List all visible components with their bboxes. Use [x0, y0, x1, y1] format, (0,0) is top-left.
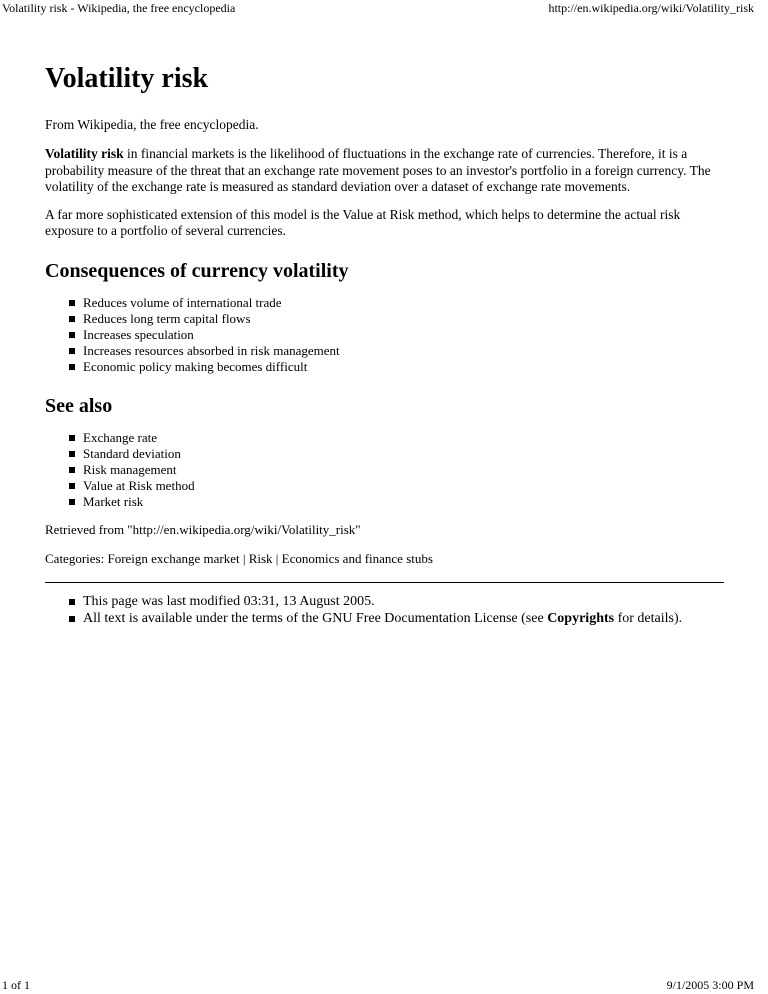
category-link-risk[interactable]: Risk [248, 550, 273, 566]
category-link-foreign-exchange[interactable]: Foreign exchange market [107, 550, 240, 566]
print-header-url: http://en.wikipedia.org/wiki/Volatility_risk [548, 1, 754, 15]
page-subtitle: From Wikipedia, the free encyclopedia. [45, 117, 259, 132]
see-also-link-market-risk[interactable]: Market risk [83, 493, 144, 509]
list-item: Increases speculation [69, 327, 725, 343]
see-also-item [69, 430, 725, 446]
print-header-title: Volatility risk - Wikipedia, the free encyclopedia [2, 1, 236, 15]
see-also-link-value-at-risk[interactable]: Value at Risk method [83, 477, 195, 493]
intro-text: in financial markets is the likelihood of fluctuations in the exchange rate of currencies. Therefore, it is a probability measure of the threat that an exchange rate movement poses to an investor's portfolio in a foreign currency. The volatility of the exchange rate is measured as standard deviation over a dataset of exchange rate movements. [45, 146, 711, 194]
last-modified: This page was last modified 03:31, 13 August 2005. [69, 593, 725, 610]
page-footer-list [45, 593, 725, 627]
retrieved-from: Retrieved from "http://en.wikipedia.org/wiki/Volatility_risk" [45, 521, 361, 537]
list-item: Economic policy making becomes difficult [69, 359, 725, 375]
list-item: Reduces long term capital flows [69, 311, 725, 327]
category-separator: | [239, 550, 249, 566]
see-also-item [69, 462, 725, 478]
categories-bar [45, 551, 725, 567]
categories-label: Categories: [45, 550, 108, 566]
intro-term: Volatility risk [45, 146, 124, 161]
see-also-list [45, 430, 725, 510]
print-footer-datetime: 9/1/2005 3:00 PM [666, 978, 754, 992]
section-heading-consequences: Consequences of currency volatility [45, 259, 349, 282]
paragraph-value-at-risk: A far more sophisticated extension of this model is the Value at Risk method, which helps to determine the actual risk exposure to a portfolio of several currencies. [45, 206, 681, 238]
see-also-item [69, 478, 725, 494]
license-text: All text is available under the terms of the GNU Free Documentation License (see [83, 610, 548, 626]
see-also-link-exchange-rate[interactable]: Exchange rate [83, 429, 157, 445]
consequences-list [45, 295, 725, 375]
license-text-end: for details). [614, 610, 683, 626]
see-also-link-standard-deviation[interactable]: Standard deviation [83, 445, 181, 461]
section-heading-see-also: See also [45, 394, 113, 417]
list-item: Reduces volume of international trade [69, 295, 725, 311]
category-separator: | [272, 550, 282, 566]
page-title: Volatility risk [45, 63, 209, 94]
article-content [45, 62, 725, 639]
see-also-item [69, 494, 725, 510]
see-also-link-risk-management[interactable]: Risk management [83, 461, 177, 477]
list-item: Increases resources absorbed in risk management [69, 343, 725, 359]
intro-paragraph [45, 146, 725, 196]
license-notice [69, 610, 725, 627]
category-link-economics-stubs[interactable]: Economics and finance stubs [281, 550, 433, 566]
footer-divider [45, 582, 724, 583]
see-also-item [69, 446, 725, 462]
print-footer-page-count: 1 of 1 [2, 978, 30, 992]
copyrights-link[interactable]: Copyrights [547, 610, 615, 626]
